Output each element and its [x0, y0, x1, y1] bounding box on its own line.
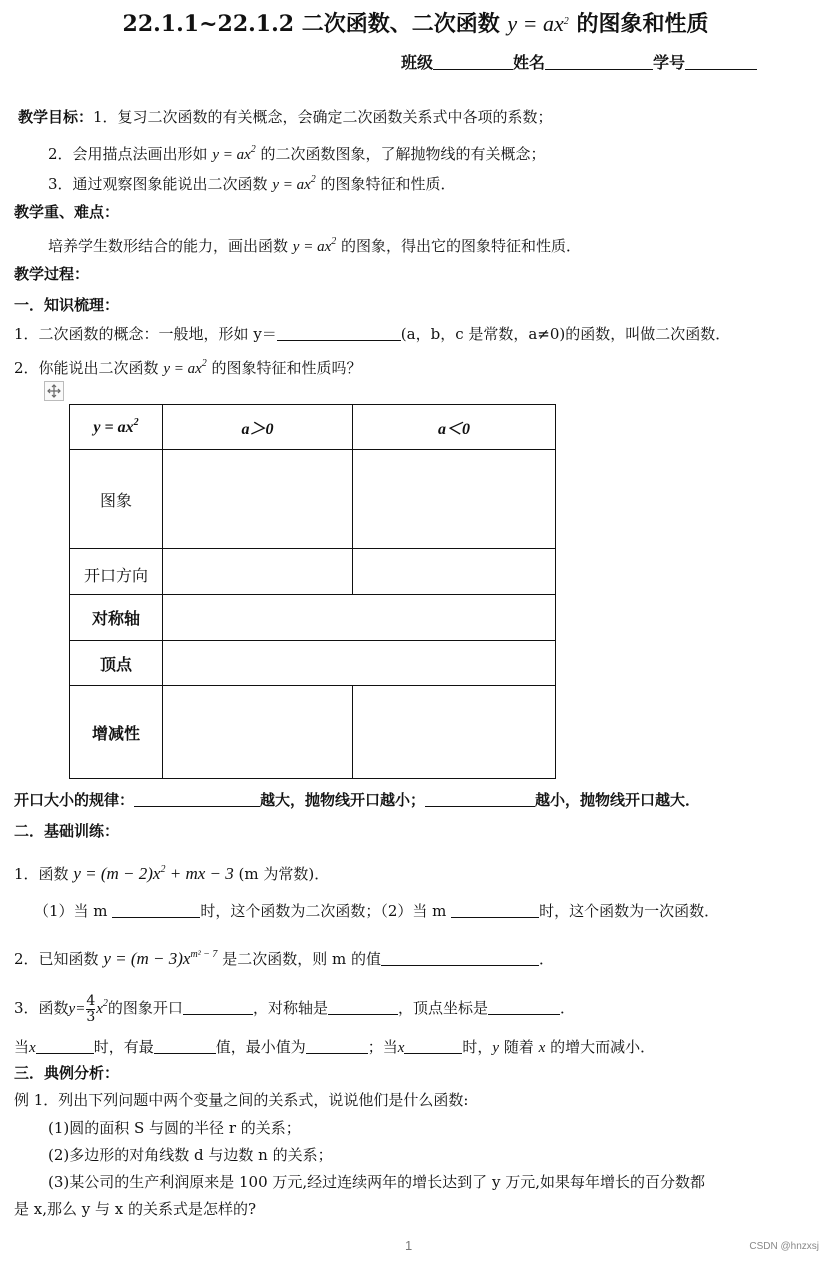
key-text-pre: 培养学生数形结合的能力，画出函数 [48, 237, 289, 255]
row-label-open: 开口方向 [70, 549, 163, 595]
question-2-pre: 2．你能说出二次函数 [14, 359, 159, 377]
header-a-positive: a＞0 [163, 405, 353, 450]
exercise-3-blank-2[interactable] [328, 998, 398, 1015]
exercise-4-blank-1[interactable] [36, 1037, 94, 1054]
exercise-3-end: ． [559, 999, 575, 1017]
table-row-axis [70, 595, 556, 641]
concept-blank[interactable] [277, 324, 401, 341]
title-text: 22.1.1~22.1.2 二次函数、二次函数 [122, 11, 500, 37]
section2-heading: 二．基础训练： [14, 822, 120, 840]
class-label: 班级 [401, 53, 434, 72]
exercise-2-post: 是二次函数，则 m 的值 [222, 950, 381, 968]
goal-1: 1．复习二次函数的有关概念，会确定二次函数关系式中各项的系数； [93, 108, 553, 126]
cell-graph-negative[interactable] [353, 450, 556, 549]
student-info [401, 52, 757, 74]
example-1b: (2)多边形的对角线数 d 与边数 n 的关系； [48, 1146, 333, 1164]
cell-mono-positive[interactable] [163, 686, 353, 779]
exercise-4-c: 值，最小值为 [215, 1038, 306, 1056]
exercise-4-a: 当 [14, 1038, 30, 1056]
key-text [48, 231, 581, 258]
exercise-4-y: y [492, 1040, 500, 1056]
table-row-graph [70, 450, 556, 549]
exercise-3 [14, 993, 575, 1025]
example-1d: 是 x,那么 y 与 x 的关系式是怎样的? [14, 1200, 257, 1218]
goals-line-1 [18, 106, 553, 128]
id-blank[interactable] [685, 53, 757, 70]
exercise-4-blank-2[interactable] [154, 1037, 216, 1054]
exercise-4-f: 随着 [503, 1038, 534, 1056]
key-formula: $y = ax^2$ [292, 236, 337, 255]
id-label: 学号 [653, 53, 686, 72]
exercise-4-b: 时，有最 [93, 1038, 154, 1056]
exercise-1b-blank[interactable] [451, 901, 539, 918]
properties-table [69, 404, 556, 779]
exercise-2-blank[interactable] [381, 949, 539, 966]
concept-post: (a，b，c 是常数，a≠0)的函数，叫做二次函数． [400, 325, 731, 343]
row-label-axis: 对称轴 [70, 595, 163, 641]
rule-mid: 越大，抛物线开口越小； [260, 791, 426, 809]
exercise-4-d: ；当 [367, 1038, 398, 1056]
exercise-3-x: $x^2$ [96, 998, 108, 1017]
section1-heading: 一．知识梳理： [14, 296, 120, 314]
question-2-formula: $y = ax^2$ [163, 358, 207, 377]
rule-line [14, 789, 700, 811]
concept-line [14, 323, 730, 345]
concept-pre: 1．二次函数的概念：一般地，形如 y＝ [14, 325, 277, 343]
question-2-post: 的图象特征和性质吗？ [211, 359, 362, 377]
goals-line-2 [48, 139, 546, 166]
watermark: CSDN @hnzxsj [749, 1241, 819, 1252]
name-label: 姓名 [513, 53, 546, 72]
question-2-line [14, 353, 362, 380]
rule-post: 越小，抛物线开口越大． [535, 791, 701, 809]
cell-open-negative[interactable] [353, 549, 556, 595]
row-label-graph: 图象 [70, 450, 163, 549]
goal-2-pre: 2．会用描点法画出形如 [48, 145, 208, 163]
exercise-1a-mid: 时，这个函数为二次函数；（2）当 m [200, 902, 447, 920]
exercise-1a-pre: （1）当 m [34, 902, 108, 920]
table-row-vertex [70, 641, 556, 686]
exercise-2 [14, 944, 554, 970]
exercise-4-blank-4[interactable] [404, 1037, 462, 1054]
exercise-3-blank-1[interactable] [183, 998, 253, 1015]
header-function: $y = ax^2$ [70, 405, 163, 450]
exercise-2-pre: 2．已知函数 [14, 950, 99, 968]
name-blank[interactable] [545, 53, 653, 70]
row-label-mono: 增减性 [70, 686, 163, 779]
exercise-2-end: ． [538, 950, 554, 968]
exercise-1-post: (m 为常数)． [238, 865, 330, 883]
page-title [0, 6, 831, 40]
section3-heading: 三．典例分析： [14, 1064, 120, 1082]
exercise-4-x3: x [538, 1040, 546, 1056]
exercise-3-fraction: $\frac{4}{3}$ [86, 992, 96, 1025]
exercise-3-c: ，顶点坐标是 [397, 999, 488, 1017]
exercise-1-parts [34, 900, 719, 922]
cell-vertex[interactable] [163, 641, 556, 686]
title-formula: $y = ax^2$ [507, 11, 569, 36]
title-suffix: 的图象和性质 [576, 11, 709, 37]
exercise-4 [14, 1036, 655, 1059]
table-row-mono [70, 686, 556, 779]
key-heading: 教学重、难点： [14, 203, 120, 221]
page-number: 1 [405, 1238, 413, 1253]
example-1: 例 1．列出下列问题中两个变量之间的关系式，说说他们是什么函数: [14, 1091, 469, 1109]
row-label-vertex: 顶点 [70, 641, 163, 686]
goal-2-formula: $y = ax^2$ [212, 144, 256, 163]
process-heading: 教学过程： [14, 265, 90, 283]
goal-3-pre: 3．通过观察图象能说出二次函数 [48, 175, 268, 193]
header-a-negative: a＜0 [353, 405, 556, 450]
exercise-3-blank-3[interactable] [488, 998, 560, 1015]
exercise-1-pre: 1．函数 [14, 865, 69, 883]
table-header-row [70, 405, 556, 450]
exercise-4-x2: x [397, 1040, 405, 1056]
rule-pre: 开口大小的规律： [14, 791, 135, 809]
move-handle-icon[interactable] [44, 381, 64, 401]
exercise-1b-post: 时，这个函数为一次函数． [539, 902, 720, 920]
cell-axis[interactable] [163, 595, 556, 641]
goals-line-3 [48, 169, 456, 196]
rule-blank-1[interactable] [134, 790, 260, 807]
class-blank[interactable] [433, 53, 513, 70]
exercise-1-formula: $y = (m - 2)x^2$ + mx − 3 [73, 864, 234, 883]
cell-graph-positive[interactable] [163, 450, 353, 549]
example-1c: (3)某公司的生产利润原来是 100 万元,经过连续两年的增长达到了 y 万元,如果每年增长的百分数都 [48, 1173, 705, 1191]
exercise-4-blank-3[interactable] [306, 1037, 368, 1054]
example-1a: (1)圆的面积 S 与圆的半径 r 的关系； [48, 1119, 301, 1137]
exercise-4-x1: x [29, 1040, 36, 1056]
rule-blank-2[interactable] [425, 790, 535, 807]
exercise-4-g: 的增大而减小． [550, 1038, 656, 1056]
exercise-3-pre: 3．函数 [14, 999, 69, 1017]
goals-heading: 教学目标： [18, 108, 94, 126]
exercise-3-a: 的图象开口 [107, 999, 183, 1017]
exercise-2-formula: $y = (m - 3)x^{m^2 - 7}$ [103, 949, 218, 968]
cell-mono-negative[interactable] [353, 686, 556, 779]
exercise-3-b: ，对称轴是 [252, 999, 328, 1017]
cell-open-positive[interactable] [163, 549, 353, 595]
goal-2-post: 的二次函数图象，了解抛物线的有关概念； [260, 145, 546, 163]
table-row-open [70, 549, 556, 595]
key-text-post: 的图象，得出它的图象特征和性质． [341, 237, 582, 255]
goal-3-formula: $y = ax^2$ [272, 174, 316, 193]
exercise-1a-blank[interactable] [112, 901, 200, 918]
exercise-1 [14, 859, 329, 885]
exercise-3-y: y= [68, 1001, 86, 1017]
goal-3-post: 的图象特征和性质． [320, 175, 456, 193]
exercise-4-e: 时， [462, 1038, 493, 1056]
